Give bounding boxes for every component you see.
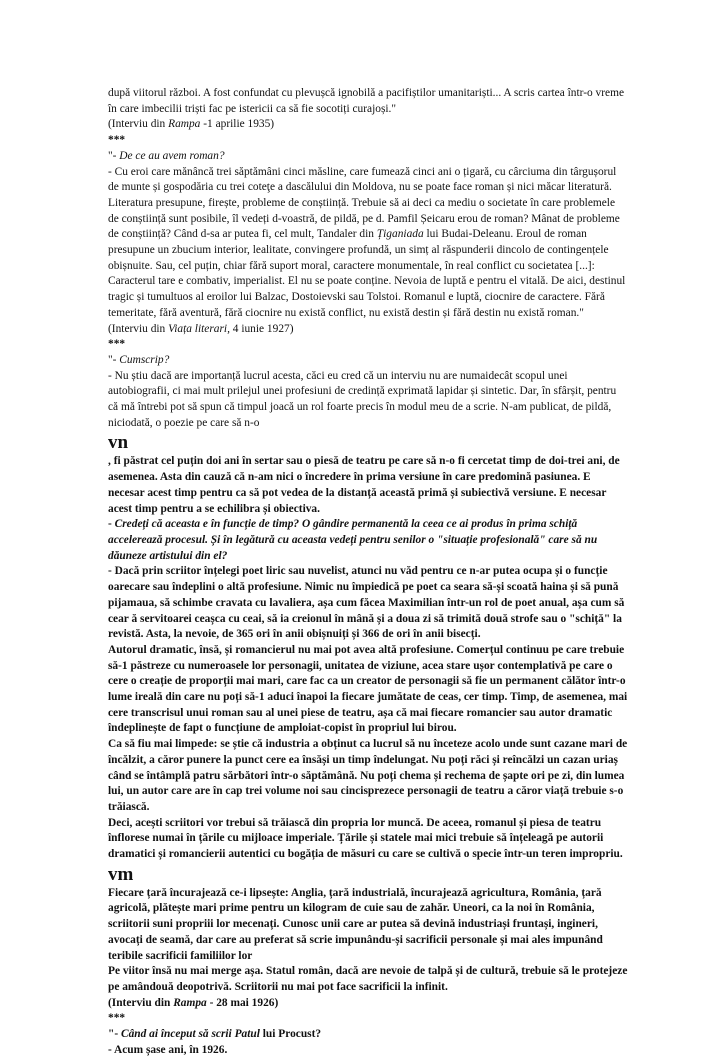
interview-question	[108, 1027, 628, 1043]
paragraph: , fi păstrat cel puțin doi ani în sertar sau o piesă de teatru pe care să n-o fi cercetat timp de doi-trei ani, de asemenea. Asta din cauză că n-am nici o încredere în prima versiune în care predomină pasiunea. E necesar acest timp pentru ca să pot vedea de la distanță această primă și subiectivă versiune. E necesar acest timp pentru a se echilibra și obiectiva.	[108, 455, 620, 515]
question-text: Credeți că aceasta e în funcție de timp? O gândire permanentă la ceea ce ai produs în prima schiță accelerează procesul. Și în legătură cu aceasta vedeți pentru senilor o "situație profesională" care să nu dăuneze artistului din el?	[108, 518, 598, 562]
paragraph: - Dacă prin scriitor înțelegi poet liric sau nuvelist, atunci nu văd pentru ce n-ar putea ocupa și o funcție oarecare sau îndeplini o altă profesiune. Nimic nu împiedică pe poet ca seara să-și scoată haina și să pună pijamaua, să schimbe cravata cu lavaliera, așa cum făcea Maximilian într-un rol de poet anual, așa cum să cear ă servitoarei ceașca cu ceai, să ia creionul în mână și a doua zi să trimită două strofe sau o "schiță" la revistă. Asta, la nevoie, de 365 ori în anii obișnuiți și 366 de ori în anii bisecți.	[108, 565, 625, 641]
section-separator: ***	[108, 134, 126, 147]
section-separator: ***	[108, 1012, 126, 1025]
citation-date: -1 aprilie 1935)	[200, 118, 275, 131]
question-text: Când ai început să scrii Patul	[120, 1028, 260, 1041]
source-citation	[108, 117, 628, 133]
document-page	[108, 86, 628, 1058]
paragraph-text: după viitorul război. A fost confundat cu plevușcă ignobilă a pacifiștilor umanitariști... A scris cartea într-o vreme în care imbecilii triști fac pe istericii ca să fie socotiți curajoși."	[108, 87, 625, 115]
publication-name: Viața literari,	[168, 322, 230, 335]
question-text: De ce au avem roman?	[119, 149, 225, 162]
book-title: Țiganiada	[376, 228, 424, 241]
paragraph	[108, 86, 628, 117]
question-suffix: lui Procust?	[259, 1028, 322, 1041]
question-prefix: "-	[108, 149, 120, 162]
question-prefix: "-	[108, 353, 120, 366]
paragraph	[108, 165, 628, 322]
publication-name: Rampa	[168, 118, 201, 131]
question-prefix: "-	[108, 1028, 121, 1041]
citation-prefix: (Interviu din	[108, 118, 169, 131]
citation-prefix: (Interviu din	[108, 322, 169, 335]
question-prefix: -	[108, 518, 115, 531]
paragraph: Autorul dramatic, însă, și romancierul nu mai pot avea altă profesiune. Comerțul continuu pe care trebuie să-1 păstreze cu numeroasele lor personagii, unitatea de viziune, acea stare ușor contemplativă pe care o cere o creație de proporții mai mari, care fac ca un creator de personagii să fie un permanent călător într-o lume ireală din care nu poți să-1 aduci înapoi la fiecare jumătate de ceas, cer timp. Timp, de asemenea, mai cere transcrisul unui roman sau al unei piese de teatru, așa că mai fiecare romancier sau autor dramatic îndeplinește de fapt o funcțiune de amploiat-copist în propriul lui birou.	[108, 643, 628, 735]
paragraph-text: lui Budai-Deleanu. Eroul de roman presupune un zbucium interior, lealitate, convingere profundă, un simț al răspunderii dincolo de contingențele obișnuite. Sau, cel puțin, chiar fără suport moral, caractere monumentale, în real conflict cu societatea [...]: Caracterul tare e combativ, imperialist. El nu se poate conține. Nevoia de luptă e pentru el vitală. De aici, destinul tragic și tumultuos al eroilor lui Balzac, Dostoievski sau Tolstoi. Romanul e luptă, ciocnire de caractere. Fără temeritate, fără aventură, fără ciocnire nu există conflict, nu există destin și fără destin nu există roman."	[108, 228, 626, 319]
question-text: Cumscrip?	[119, 353, 170, 366]
publication-name: Rampa	[173, 996, 207, 1009]
source-citation	[108, 322, 628, 338]
paragraph: Fiecare țară încurajează ce-i lipsește: Anglia, țară industrială, încurajează agricultura, România, țară agricolă, plătește mari prime pentru un kilogram de cuie sau de zahăr. Uneori, ca la noi în România, scriitorii suni propriii lor mecenați. Cunosc unii care ar putea să devină industriași fruntași, ingineri, avocați de seamă, dar care au preferat să scrie impunându-și sacrificii personale și mai ales impunând teribile sacrificii familiilor lor	[108, 886, 603, 962]
source-citation	[108, 996, 628, 1012]
paragraph: - Nu știu dacă are importanță lucrul acesta, căci eu cred că un interviu nu are numaidecât scopul unei autobiografii, ci mai mult prilejul unei profesiuni de credință exprimată lapidar și sintetic. Dar, în sfârșit, pentru că mă întrebi pot să spun că timpul joacă un rol foarte precis în modul meu de a scrie. N-am publicat, de pildă, niciodată, o poezie pe care să n-o	[108, 369, 617, 429]
paragraph: Deci, acești scriitori vor trebui să trăiască din propria lor muncă. De aceea, romanul și piesa de teatru înflorese numai în țările cu mijloace imperiale. Țările și statele mai mici trebuie să înțeleagă pe autorii dramatici și romancierii autentici cu bogăția de măsuri cu care se cultivă o specie într-un teren impropriu.	[108, 816, 623, 861]
citation-date: 4 iunie 1927)	[229, 322, 294, 335]
bold-text-block	[108, 454, 628, 862]
citation-date: - 28 mai 1926)	[206, 996, 279, 1009]
bold-text-block	[108, 886, 628, 1058]
interview-question	[108, 517, 628, 564]
interview-question	[108, 149, 628, 165]
citation-prefix: (Interviu din	[108, 996, 174, 1009]
paragraph: Ca să fiu mai limpede: se știe că industria a obținut ca lucrul să nu înceteze acolo unde sunt cazane mari de încălzit, a căror punere la punct cere ea însăși un timp îndelungat. Nu poți răci și reîncălzi un cazan uriaș când se întâmplă patru sărbători într-o săptămână. Nu poți chema și rechema de șapte ori pe zi, din lumea lui, un autor care are în cap trei volume noi sau cincisprezece personagii de teatru a căror viață trebuie s-o trăiască.	[108, 738, 628, 813]
paragraph: Pe viitor însă nu mai merge așa. Statul român, dacă are nevoie de talpă și de cultură, trebuie să le protejeze pe amândouă deopotrivă. Scriitorii nu mai pot face sacrificii la infinit.	[108, 965, 628, 993]
large-fragment-heading: vn	[108, 432, 129, 454]
paragraph-text: - Cu eroi care mănâncă trei săptămâni cinci măsline, care fumează cinci ani o țigară, cu cârciuma din târgușorul de munte și gospodăria cu trei coteţe a dascălului din Moldova, nu se poate face roman și nici măcar literatură. Literatura presupune, firește, probleme de conștiință. Trebuie să ai deci ca mediu o societate în care problemele de conștiință sunt posibile, îl vedeți d-voastră, de pildă, pe d. Pamfil Șeicaru erou de roman? Mânat de probleme de conștiință? Când d-sa ar putea fi, cel mult, Tandaler din	[108, 165, 620, 241]
answer-text: - Acum șase ani, în 1926.	[108, 1043, 228, 1056]
section-separator: ***	[108, 338, 126, 351]
interview-question	[108, 353, 628, 369]
large-fragment-heading: vm	[108, 863, 134, 885]
